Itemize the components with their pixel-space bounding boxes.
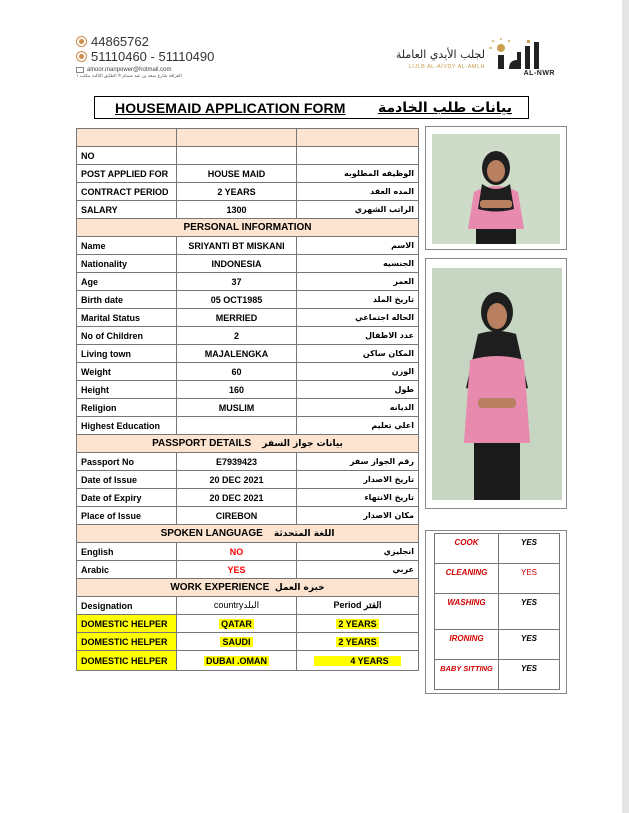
section-work-experience: WORK EXPERIENCE خبره العمل [77, 579, 419, 597]
table-row: Nationality INDONESIA الجنسيه [77, 255, 419, 273]
form-title-box [94, 96, 529, 119]
table-row: Living town MAJALENGKA المكان ساكن [77, 345, 419, 363]
phone-line-1 [76, 34, 214, 49]
logo-arabic-text: لجلب الأيدي العاملة [395, 48, 485, 61]
table-row: Arabic YES عربي [77, 561, 419, 579]
table-row: Age 37 العمر [77, 273, 419, 291]
photo-frame-full [425, 258, 567, 509]
skill-row: CLEANING YES [435, 564, 560, 594]
section-passport-details: PASSPORT DETAILS بيانات جواز السفر [77, 435, 419, 453]
table-row: DOMESTIC HELPER SAUDI 2 YEARS [77, 633, 419, 651]
table-row: CONTRACT PERIOD 2 YEARS المده العقد [77, 183, 419, 201]
photo-frame-portrait [425, 126, 567, 250]
section-spoken-language: SPOKEN LANGUAGE اللغة المتحدثة [77, 525, 419, 543]
logo-english-text: LIJLB AL-AIYDY AL-AMLH [408, 64, 485, 70]
table-row: Name SRIYANTI BT MISKANI الاسم [77, 237, 419, 255]
no-label: NO [77, 147, 177, 165]
address: الغرافة شارع سعد بن عبد صمام ® الطابق الثالث مكتب ١ [76, 73, 182, 78]
skill-row: WASHING YES [435, 594, 560, 630]
form-title-english: HOUSEMAID APPLICATION FORM [115, 99, 346, 116]
email: alnoor.manpower@hotmail.com [87, 67, 172, 73]
skills-table [434, 533, 560, 690]
skill-row: IRONING YES [435, 630, 560, 660]
experience-header-row: Designation countryالبلد Period الفتر [77, 597, 419, 615]
table-row: Marital Status MERRIED الحاله اجتماعي [77, 309, 419, 327]
phone-icon [76, 36, 87, 47]
table-row: POST APPLIED FOR HOUSE MAID الوظيفه المطلوبه [77, 165, 419, 183]
table-row [77, 147, 419, 165]
full-body-photo [432, 268, 562, 500]
table-row: Religion MUSLIM الديانه [77, 399, 419, 417]
table-row: DOMESTIC HELPER DUBAI .OMAN 4 YEARS [77, 651, 419, 671]
table-row: Highest Education اعلي تعليم [77, 417, 419, 435]
portrait-photo [432, 134, 560, 244]
table-row: Place of Issue CIREBON مكان الاصدار [77, 507, 419, 525]
table-row: Date of Expiry 20 DEC 2021 تاريخ الانتهاء [77, 489, 419, 507]
table-row: English NO انجليزي [77, 543, 419, 561]
contact-block [76, 34, 214, 79]
table-row: Height 160 طول [77, 381, 419, 399]
table-row: No of Children 2 عدد الاطفال [77, 327, 419, 345]
table-row: Date of Issue 20 DEC 2021 تاريخ الاصدار [77, 471, 419, 489]
company-logo [372, 36, 557, 82]
form-title-arabic: بيانات طلب الخادمة [377, 99, 512, 116]
skill-row: BABY SITTING YES [435, 660, 560, 690]
skill-row: COOK YES [435, 534, 560, 564]
table-row: DOMESTIC HELPER QATAR 2 YEARS [77, 615, 419, 633]
section-personal-info: PERSONAL INFORMATION [77, 219, 419, 237]
page-edge-shadow [622, 0, 629, 813]
phone-2: 51110460 - 51110490 [91, 49, 215, 64]
phone-line-2 [76, 49, 214, 64]
mobile-icon [76, 51, 87, 62]
application-table [76, 128, 419, 671]
table-row: SALARY 1300 الراتب الشهري [77, 201, 419, 219]
phone-1: 44865762 [91, 34, 149, 49]
table-row: Passport No E7939423 رقم الجواز سفر [77, 453, 419, 471]
logo-brand: AL-NWR [523, 70, 555, 77]
table-top-row [77, 129, 419, 147]
table-row: Birth date 05 OCT1985 تاريخ الملد [77, 291, 419, 309]
table-row: Weight 60 الوزن [77, 363, 419, 381]
